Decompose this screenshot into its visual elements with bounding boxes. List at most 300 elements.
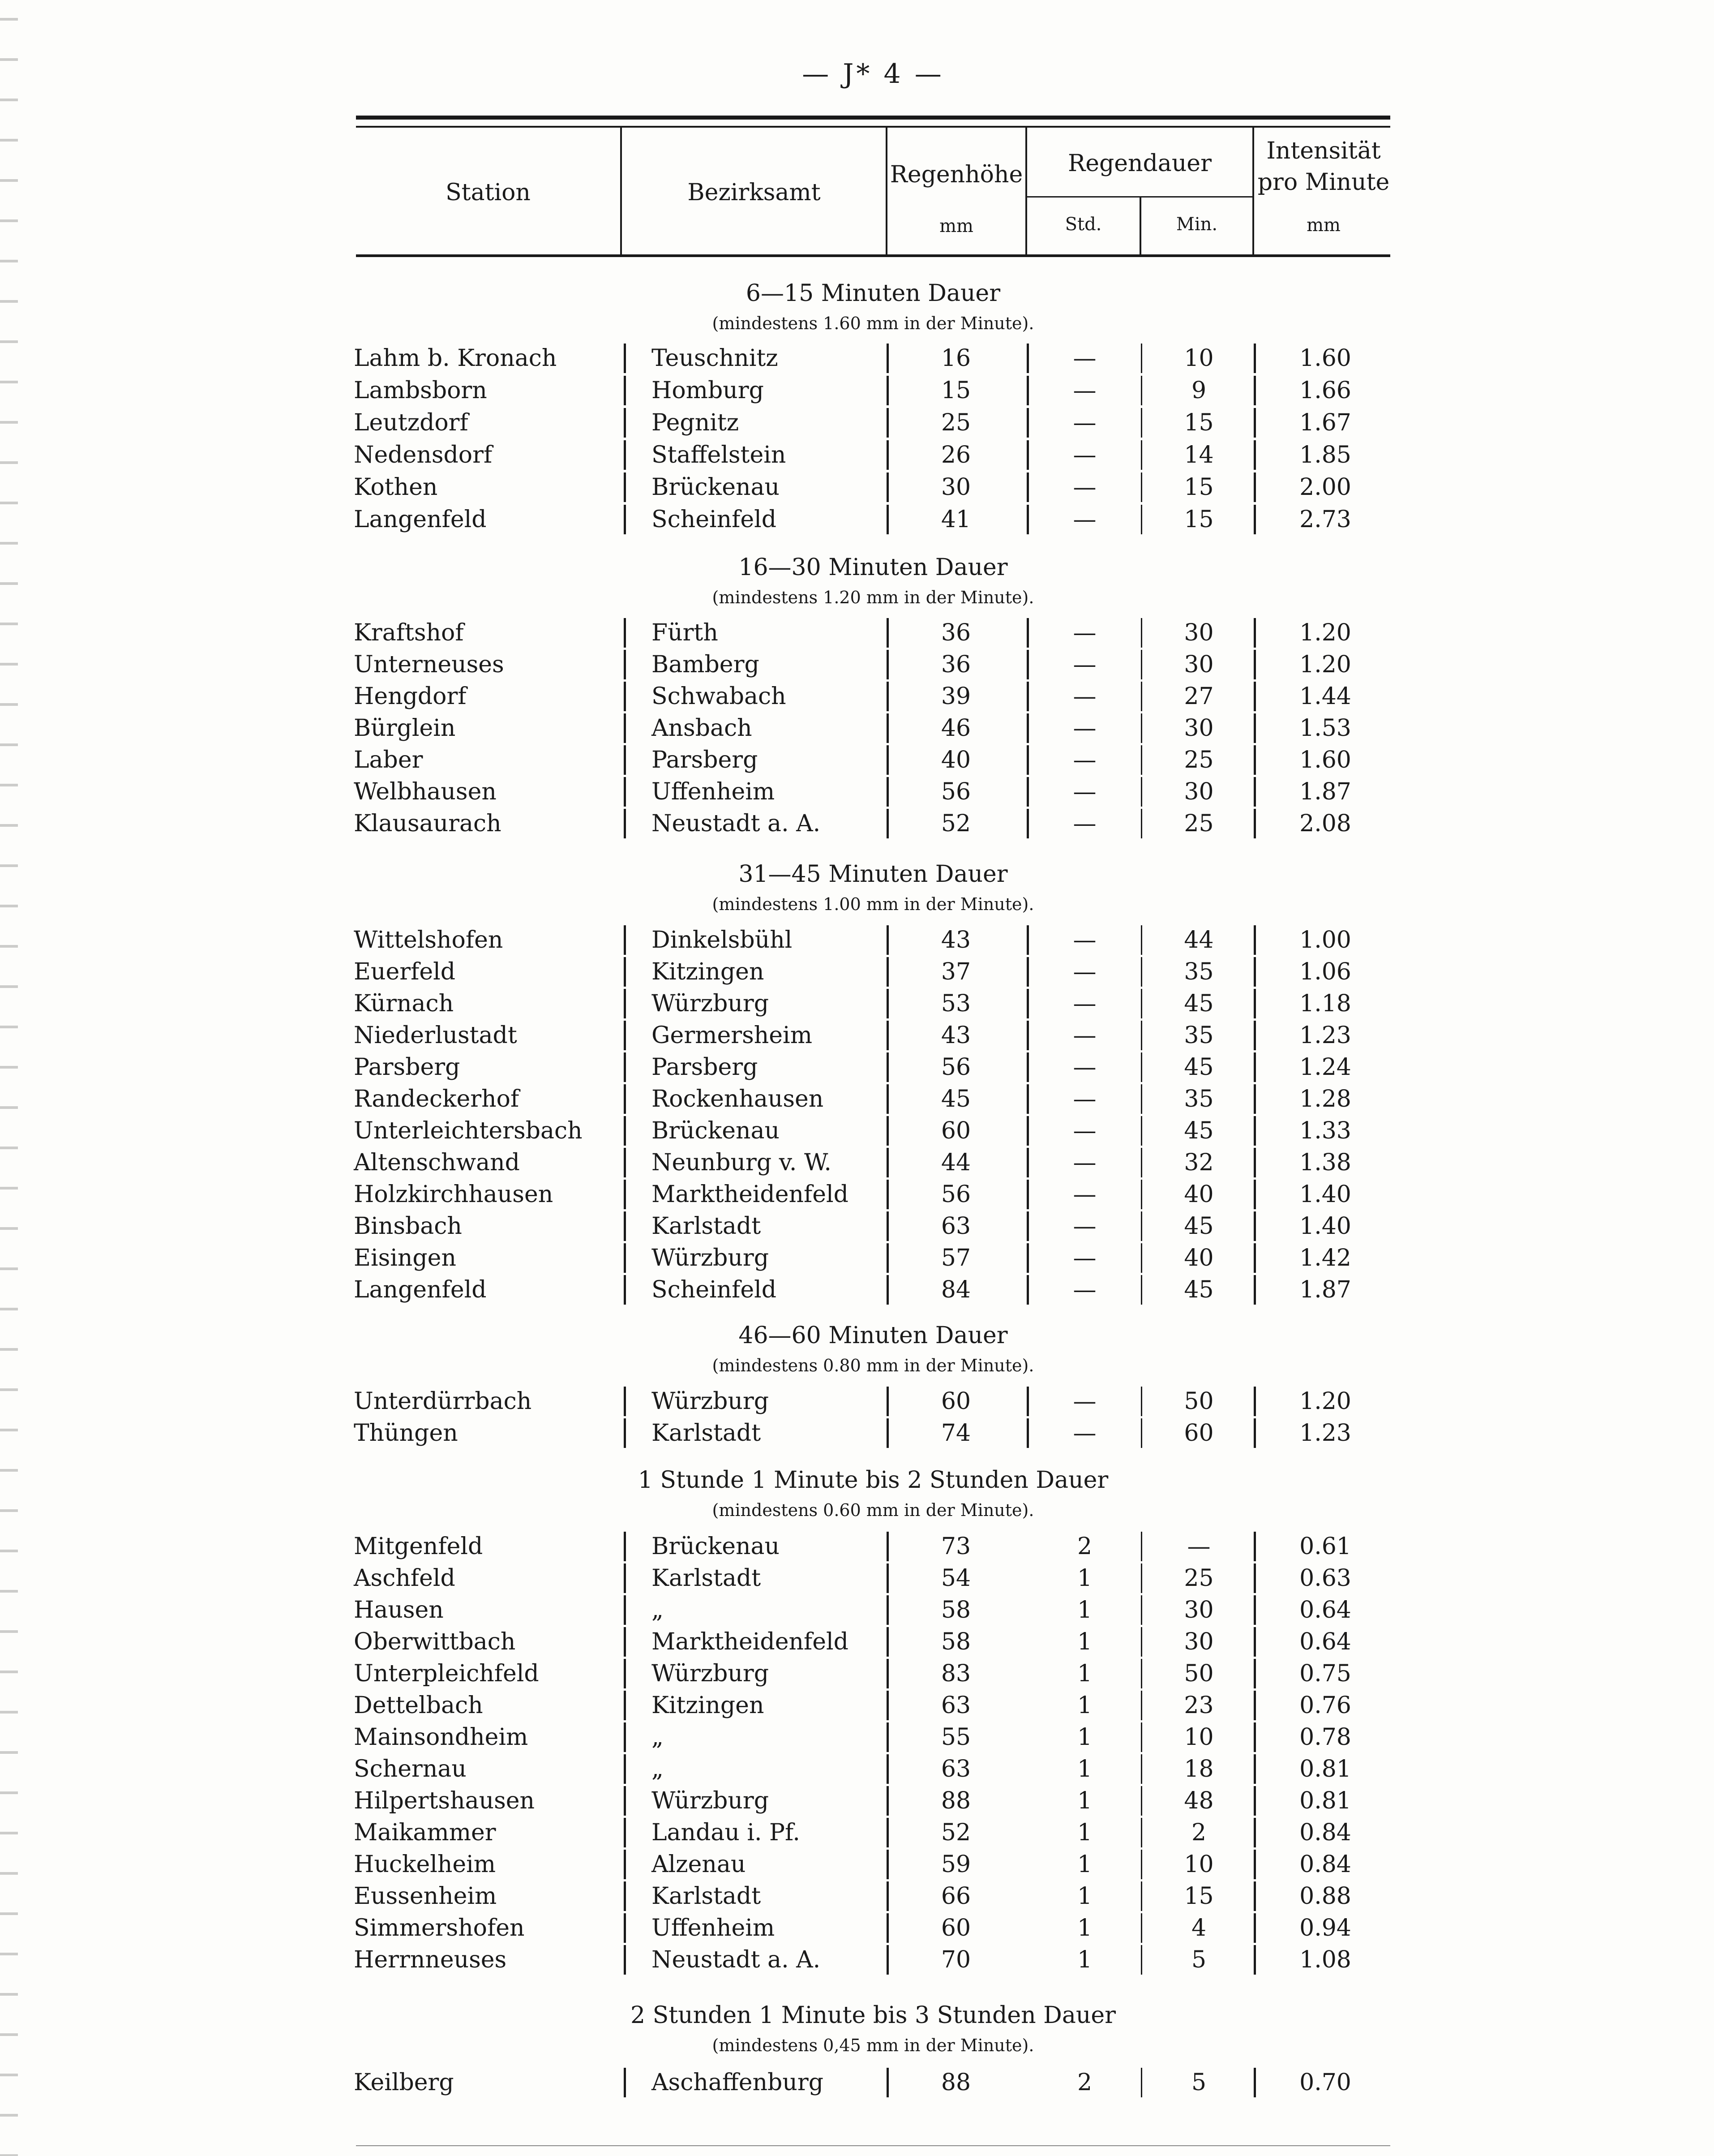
std-cell: 1 <box>1077 1883 1093 1910</box>
column-separator <box>1027 650 1029 679</box>
column-separator <box>1027 505 1029 534</box>
column-separator <box>1254 1913 1256 1943</box>
column-separator <box>887 1180 889 1209</box>
station-cell: Aschfeld <box>354 1565 455 1592</box>
min-cell: 15 <box>1184 506 1214 533</box>
column-separator <box>624 1563 626 1593</box>
column-separator <box>1254 505 1256 534</box>
std-cell: — <box>1073 651 1097 678</box>
column-separator <box>1254 1659 1256 1688</box>
column-separator <box>1141 1532 1142 1561</box>
section-title: 46—60 Minuten Dauer <box>738 1322 1008 1349</box>
min-cell: 50 <box>1184 1660 1214 1687</box>
intensitaet-cell: 1.28 <box>1299 1086 1351 1112</box>
min-cell: 45 <box>1184 1117 1214 1144</box>
min-cell: 45 <box>1184 1213 1214 1240</box>
column-separator <box>624 989 626 1018</box>
column-separator <box>624 1786 626 1816</box>
station-cell: Schernau <box>354 1756 467 1782</box>
column-separator <box>887 1532 889 1561</box>
regenhoehe-cell: 57 <box>941 1245 971 1271</box>
column-separator <box>887 1418 889 1448</box>
column-separator <box>624 1418 626 1448</box>
page-header: — J* 4 — <box>802 58 944 90</box>
regenhoehe-cell: 36 <box>941 619 971 646</box>
column-separator <box>887 745 889 775</box>
station-cell: Niederlustadt <box>354 1022 517 1049</box>
header-rule-thin <box>356 126 1390 128</box>
intensitaet-cell: 1.20 <box>1299 619 1351 646</box>
min-cell: 40 <box>1184 1245 1214 1271</box>
intensitaet-cell: 1.08 <box>1299 1946 1351 1973</box>
column-separator <box>1254 472 1256 502</box>
min-cell: 30 <box>1184 1597 1214 1623</box>
bezirksamt-cell: Karlstadt <box>651 1565 761 1592</box>
column-separator <box>1027 1084 1029 1114</box>
min-cell: 35 <box>1184 1022 1214 1049</box>
column-separator <box>624 1754 626 1784</box>
station-cell: Thüngen <box>354 1420 458 1447</box>
column-separator <box>624 1659 626 1688</box>
bezirksamt-cell: Würzburg <box>651 1388 769 1415</box>
station-cell: Herrnneuses <box>354 1946 507 1973</box>
section-title: 2 Stunden 1 Minute bis 3 Stunden Dauer <box>630 2002 1116 2029</box>
bezirksamt-cell: Teuschnitz <box>651 345 778 372</box>
column-separator <box>887 1021 889 1050</box>
bezirksamt-cell: Würzburg <box>651 990 769 1017</box>
column-separator <box>887 777 889 807</box>
column-separator <box>1254 344 1256 373</box>
std-cell: — <box>1073 1149 1097 1176</box>
table-row <box>0 2067 1714 2098</box>
regenhoehe-cell: 55 <box>941 1724 971 1751</box>
column-separator <box>887 1754 889 1784</box>
table-row <box>0 1020 1714 1051</box>
column-separator <box>1254 1021 1256 1050</box>
column-separator <box>624 957 626 987</box>
intensitaet-cell: 0.84 <box>1299 1851 1351 1878</box>
column-separator <box>1254 1116 1256 1146</box>
regenhoehe-cell: 59 <box>941 1851 971 1878</box>
std-cell: 1 <box>1077 1851 1093 1878</box>
column-separator <box>887 1818 889 1847</box>
std-cell: 1 <box>1077 1660 1093 1687</box>
regenhoehe-cell: 40 <box>941 747 971 773</box>
column-separator <box>624 1722 626 1752</box>
column-separator <box>624 408 626 438</box>
min-cell: 5 <box>1191 1946 1207 1973</box>
regenhoehe-cell: 56 <box>941 1054 971 1081</box>
station-cell: Bürglein <box>354 715 456 742</box>
std-cell: — <box>1073 1388 1097 1415</box>
intensitaet-cell: 0.70 <box>1299 2069 1351 2096</box>
column-separator <box>1254 1148 1256 1177</box>
station-cell: Kothen <box>354 474 438 501</box>
column-separator <box>1027 1418 1029 1448</box>
station-cell: Unterleichtersbach <box>354 1117 583 1144</box>
regenhoehe-cell: 60 <box>941 1388 971 1415</box>
station-cell: Klausaurach <box>354 810 501 837</box>
min-cell: 10 <box>1184 1851 1214 1878</box>
table-row <box>0 1211 1714 1242</box>
intensitaet-cell: 0.81 <box>1299 1787 1351 1814</box>
column-separator <box>1027 376 1029 405</box>
bezirksamt-cell: Karlstadt <box>651 1883 761 1910</box>
table-row <box>0 1274 1714 1306</box>
column-separator <box>1254 1722 1256 1752</box>
column-separator <box>1254 1418 1256 1448</box>
col-unit-regenhoehe: mm <box>939 216 973 236</box>
min-cell: 23 <box>1184 1692 1214 1719</box>
column-separator <box>1141 1180 1142 1209</box>
section-title: 31—45 Minuten Dauer <box>738 861 1008 888</box>
std-cell: 1 <box>1077 1628 1093 1655</box>
bezirksamt-cell: Parsberg <box>651 1054 758 1081</box>
column-separator <box>624 1052 626 1082</box>
column-separator <box>887 1387 889 1416</box>
column-separator <box>1141 925 1142 955</box>
column-separator <box>1254 925 1256 955</box>
std-cell: — <box>1073 1181 1097 1208</box>
bezirksamt-cell: Marktheidenfeld <box>651 1628 848 1655</box>
column-separator <box>1254 1532 1256 1561</box>
column-separator <box>1254 809 1256 838</box>
column-separator <box>1141 1021 1142 1050</box>
std-cell: — <box>1073 619 1097 646</box>
min-cell: 4 <box>1191 1915 1207 1941</box>
min-cell: 5 <box>1191 2069 1207 2096</box>
column-separator <box>624 1148 626 1177</box>
column-separator <box>1141 1945 1142 1975</box>
col-header-intensitaet-line2: pro Minute <box>1257 169 1390 196</box>
table-row <box>0 808 1714 839</box>
station-cell: Kraftshof <box>354 619 464 646</box>
min-cell: 30 <box>1184 619 1214 646</box>
column-separator <box>624 1627 626 1657</box>
column-separator <box>624 440 626 470</box>
table-row <box>0 924 1714 956</box>
table-row <box>0 1912 1714 1944</box>
column-separator <box>1254 408 1256 438</box>
std-cell: 1 <box>1077 1756 1093 1782</box>
section-subtitle: (mindestens 0.80 mm in der Minute). <box>712 1356 1034 1375</box>
column-separator <box>1027 344 1029 373</box>
section-title: 6—15 Minuten Dauer <box>746 280 1001 307</box>
column-separator <box>1027 989 1029 1018</box>
regenhoehe-cell: 88 <box>941 2069 971 2096</box>
bezirksamt-cell: Würzburg <box>651 1787 769 1814</box>
bezirksamt-cell: Brückenau <box>651 474 780 501</box>
std-cell: — <box>1073 1420 1097 1447</box>
station-cell: Hengdorf <box>354 683 467 710</box>
regenhoehe-cell: 25 <box>941 409 971 436</box>
std-cell: — <box>1073 1245 1097 1271</box>
min-cell: 48 <box>1184 1787 1214 1814</box>
column-separator <box>1254 1563 1256 1593</box>
regenhoehe-cell: 56 <box>941 778 971 805</box>
regenhoehe-cell: 46 <box>941 715 971 742</box>
column-separator <box>887 957 889 987</box>
bezirksamt-cell: Uffenheim <box>651 1915 775 1941</box>
regenhoehe-cell: 83 <box>941 1660 971 1687</box>
column-separator <box>1141 440 1142 470</box>
column-separator <box>1027 1275 1029 1305</box>
intensitaet-cell: 1.40 <box>1299 1213 1351 1240</box>
station-cell: Hilpertshausen <box>354 1787 535 1814</box>
column-separator <box>1141 2068 1142 2097</box>
col-header-station: Station <box>446 179 531 206</box>
intensitaet-cell: 0.88 <box>1299 1883 1351 1910</box>
intensitaet-cell: 1.44 <box>1299 683 1351 710</box>
station-cell: Lahm b. Kronach <box>354 345 557 372</box>
table-row <box>0 649 1714 680</box>
table-row <box>0 1052 1714 1083</box>
std-cell: 1 <box>1077 1565 1093 1592</box>
station-cell: Unterneuses <box>354 651 504 678</box>
col-header-regenhoehe: Regenhöhe <box>890 161 1023 188</box>
column-separator <box>1254 618 1256 648</box>
intensitaet-cell: 1.18 <box>1299 990 1351 1017</box>
col-header-std: Std. <box>1065 214 1102 235</box>
station-cell: Simmershofen <box>354 1915 525 1941</box>
regenhoehe-cell: 37 <box>941 958 971 985</box>
column-separator <box>1027 618 1029 648</box>
bezirksamt-cell: Kitzingen <box>651 1692 764 1719</box>
station-cell: Oberwittbach <box>354 1628 516 1655</box>
column-separator <box>1254 1180 1256 1209</box>
min-cell: 15 <box>1184 1883 1214 1910</box>
column-separator <box>887 1850 889 1879</box>
min-cell: 14 <box>1184 442 1214 468</box>
std-cell: 1 <box>1077 1692 1093 1719</box>
std-cell: 1 <box>1077 1915 1093 1941</box>
column-separator <box>1254 989 1256 1018</box>
column-separator <box>1141 1052 1142 1082</box>
table-row <box>0 472 1714 503</box>
std-cell: 1 <box>1077 1946 1093 1973</box>
bezirksamt-cell: Brückenau <box>651 1117 780 1144</box>
min-cell: 30 <box>1184 651 1214 678</box>
page-bottom-rule <box>356 2145 1390 2146</box>
column-separator <box>1141 1659 1142 1688</box>
min-cell: 15 <box>1184 409 1214 436</box>
column-separator <box>887 376 889 405</box>
min-cell: 30 <box>1184 715 1214 742</box>
column-separator <box>1141 408 1142 438</box>
min-cell: 35 <box>1184 958 1214 985</box>
bezirksamt-cell: Ansbach <box>651 715 752 742</box>
station-cell: Euerfeld <box>354 958 456 985</box>
station-cell: Altenschwand <box>354 1149 520 1176</box>
bezirksamt-cell: Rockenhausen <box>651 1086 824 1112</box>
header-divider <box>1025 128 1027 255</box>
column-separator <box>1254 1052 1256 1082</box>
column-separator <box>1254 1691 1256 1720</box>
column-separator <box>1141 618 1142 648</box>
intensitaet-cell: 0.63 <box>1299 1565 1351 1592</box>
regenhoehe-cell: 60 <box>941 1117 971 1144</box>
regenhoehe-cell: 66 <box>941 1883 971 1910</box>
table-row <box>0 1690 1714 1721</box>
column-separator <box>624 1913 626 1943</box>
table-row <box>0 1531 1714 1562</box>
column-separator <box>887 1659 889 1688</box>
column-separator <box>624 1243 626 1273</box>
intensitaet-cell: 0.64 <box>1299 1597 1351 1623</box>
column-separator <box>1027 1021 1029 1050</box>
intensitaet-cell: 1.53 <box>1299 715 1351 742</box>
min-cell: 45 <box>1184 1054 1214 1081</box>
std-cell: — <box>1073 345 1097 372</box>
bezirksamt-cell: „ <box>651 1597 664 1623</box>
min-cell: 40 <box>1184 1181 1214 1208</box>
column-separator <box>1027 472 1029 502</box>
table-row <box>0 1944 1714 1976</box>
column-separator <box>624 1691 626 1720</box>
station-cell: Wittelshofen <box>354 927 503 953</box>
column-separator <box>1141 1818 1142 1847</box>
col-unit-intensitaet: mm <box>1307 215 1341 236</box>
column-separator <box>624 1275 626 1305</box>
intensitaet-cell: 1.60 <box>1299 345 1351 372</box>
column-separator <box>887 1691 889 1720</box>
regenhoehe-cell: 44 <box>941 1149 971 1176</box>
bezirksamt-cell: Neunburg v. W. <box>651 1149 831 1176</box>
intensitaet-cell: 1.87 <box>1299 778 1351 805</box>
intensitaet-cell: 1.42 <box>1299 1245 1351 1271</box>
column-separator <box>1254 1211 1256 1241</box>
intensitaet-cell: 0.81 <box>1299 1756 1351 1782</box>
min-cell: 45 <box>1184 990 1214 1017</box>
column-separator <box>887 1116 889 1146</box>
column-separator <box>1254 2068 1256 2097</box>
column-separator <box>1027 713 1029 743</box>
column-separator <box>887 1084 889 1114</box>
min-cell: 2 <box>1191 1819 1207 1846</box>
column-separator <box>624 1881 626 1911</box>
column-separator <box>1027 1211 1029 1241</box>
column-separator <box>1141 1418 1142 1448</box>
column-separator <box>887 1913 889 1943</box>
intensitaet-cell: 1.66 <box>1299 377 1351 404</box>
column-separator <box>887 408 889 438</box>
column-separator <box>887 1243 889 1273</box>
column-separator <box>1141 344 1142 373</box>
min-cell: 10 <box>1184 1724 1214 1751</box>
column-separator <box>887 2068 889 2097</box>
std-cell: 2 <box>1077 2069 1093 2096</box>
regenhoehe-cell: 74 <box>941 1420 971 1447</box>
std-cell: — <box>1073 1022 1097 1049</box>
header-bottom-rule <box>356 254 1390 257</box>
station-cell: Hausen <box>354 1597 444 1623</box>
column-separator <box>1254 1243 1256 1273</box>
intensitaet-cell: 0.75 <box>1299 1660 1351 1687</box>
column-separator <box>1027 1243 1029 1273</box>
min-cell: 30 <box>1184 778 1214 805</box>
table-row <box>0 1083 1714 1115</box>
column-separator <box>1254 713 1256 743</box>
column-separator <box>887 1627 889 1657</box>
column-separator <box>1254 1275 1256 1305</box>
column-separator <box>624 1211 626 1241</box>
intensitaet-cell: 1.24 <box>1299 1054 1351 1081</box>
table-row <box>0 744 1714 776</box>
column-separator <box>1027 1148 1029 1177</box>
std-cell: — <box>1073 810 1097 837</box>
column-separator <box>887 618 889 648</box>
column-separator <box>1141 1691 1142 1720</box>
regenhoehe-cell: 63 <box>941 1756 971 1782</box>
column-separator <box>1141 1116 1142 1146</box>
intensitaet-cell: 0.64 <box>1299 1628 1351 1655</box>
column-separator <box>624 777 626 807</box>
std-cell: — <box>1073 1276 1097 1303</box>
column-separator <box>624 1818 626 1847</box>
station-cell: Kürnach <box>354 990 454 1017</box>
bezirksamt-cell: Fürth <box>651 619 718 646</box>
column-separator <box>1027 1052 1029 1082</box>
column-separator <box>624 1595 626 1625</box>
table-row <box>0 1722 1714 1753</box>
column-separator <box>1141 745 1142 775</box>
column-separator <box>887 505 889 534</box>
table-row <box>0 1115 1714 1147</box>
column-separator <box>887 1595 889 1625</box>
station-cell: Langenfeld <box>354 506 487 533</box>
bezirksamt-cell: Karlstadt <box>651 1213 761 1240</box>
intensitaet-cell: 1.87 <box>1299 1276 1351 1303</box>
column-separator <box>887 1786 889 1816</box>
bezirksamt-cell: Homburg <box>651 377 764 404</box>
intensitaet-cell: 1.38 <box>1299 1149 1351 1176</box>
table-row <box>0 681 1714 712</box>
station-cell: Welbhausen <box>354 778 497 805</box>
std-cell: — <box>1073 990 1097 1017</box>
intensitaet-cell: 1.67 <box>1299 409 1351 436</box>
bezirksamt-cell: „ <box>651 1756 664 1782</box>
std-cell: — <box>1073 958 1097 985</box>
station-cell: Eisingen <box>354 1245 456 1271</box>
section-subtitle: (mindestens 0.60 mm in der Minute). <box>712 1500 1034 1520</box>
regenhoehe-cell: 53 <box>941 990 971 1017</box>
std-cell: — <box>1073 506 1097 533</box>
table-row <box>0 1626 1714 1658</box>
column-separator <box>1027 408 1029 438</box>
min-cell: 30 <box>1184 1628 1214 1655</box>
min-cell: 60 <box>1184 1420 1214 1447</box>
min-cell: — <box>1187 1533 1211 1560</box>
column-separator <box>624 745 626 775</box>
col-header-intensitaet <box>1254 135 1393 198</box>
column-separator <box>887 1563 889 1593</box>
column-separator <box>624 1084 626 1114</box>
min-cell: 25 <box>1184 747 1214 773</box>
column-separator <box>1027 1387 1029 1416</box>
column-separator <box>887 1722 889 1752</box>
column-separator <box>624 472 626 502</box>
table-row <box>0 617 1714 649</box>
station-cell: Keilberg <box>354 2069 454 2096</box>
station-cell: Dettelbach <box>354 1692 483 1719</box>
std-cell: — <box>1073 1086 1097 1112</box>
regenhoehe-cell: 15 <box>941 377 971 404</box>
intensitaet-cell: 2.08 <box>1299 810 1351 837</box>
column-separator <box>1027 925 1029 955</box>
column-separator <box>1027 1180 1029 1209</box>
regenhoehe-cell: 63 <box>941 1213 971 1240</box>
column-separator <box>624 1850 626 1879</box>
